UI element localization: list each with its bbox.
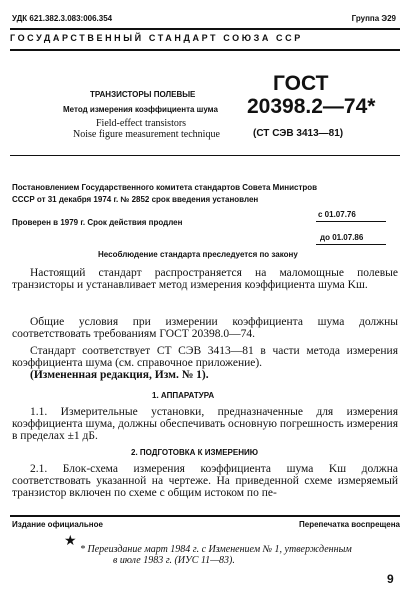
group-code: Группа Э29 xyxy=(351,14,396,23)
sev-standard: (СТ СЭВ 3413—81) xyxy=(253,128,344,139)
standard-number: 20398.2—74* xyxy=(247,95,376,118)
state-standard-banner: ГОСУДАРСТВЕННЫЙ СТАНДАРТ СОЮЗА ССР xyxy=(10,33,303,43)
reprint-forbidden: Перепечатка воспрещена xyxy=(299,520,400,529)
standard-word: ГОСТ xyxy=(273,72,329,95)
paragraph-1-1: 1.1. Измерительные установки, предназначенные для измерения коэффициента шума, должны обеспечивать основную погрешность измерения в пределах ±1 дБ. xyxy=(12,406,398,443)
paragraph-2-1: 2.1. Блок-схема измерения коэффициента шума Kш должна соответствовать указанной на чертеже. На приведенной схеме измеряемый транзистор включен по схеме с общим истоком по пе- xyxy=(12,463,398,500)
udc-code: УДК 621.382.3.083:006.354 xyxy=(12,14,113,23)
section-rule xyxy=(10,155,400,156)
footer-rule xyxy=(10,515,400,517)
date-introduction-underline xyxy=(316,221,386,222)
paragraph-scope: Настоящий стандарт распространяется на маломощные полевые транзисторы и устанавливает метод измерения коэффициента шума Kш. xyxy=(12,267,398,292)
page-number: 9 xyxy=(387,572,394,586)
date-introduction: с 01.07.76 xyxy=(318,210,356,219)
reprint-note-line-2: в июле 1983 г. (ИУС 11—83). xyxy=(113,555,235,566)
star-icon: ★ xyxy=(64,534,77,549)
banner-rule xyxy=(10,49,400,51)
prohibition-note: Несоблюдение стандарта преследуется по закону xyxy=(98,250,298,259)
decree-line-1: Постановлением Государственного комитета стандартов Совета Министров xyxy=(12,183,318,192)
date-until-underline xyxy=(316,244,386,245)
title-en: Field-effect transistors xyxy=(96,118,187,129)
reprint-note-line-1: * Переиздание март 1984 г. с Изменением № 1, утвержденным xyxy=(80,544,352,555)
paragraph-sev-correspondence: Стандарт соответствует СТ СЭВ 3413—81 в части метода измерения коэффициента шума (см. справочное приложение). xyxy=(12,345,398,370)
top-rule xyxy=(10,28,400,30)
paragraph-general-conditions: Общие условия при измерении коэффициента шума должны соответствовать требованиям ГОСТ 20398.0—74. xyxy=(12,316,398,341)
section-heading-equipment: 1. АППАРАТУРА xyxy=(152,391,215,400)
section-heading-preparation: 2. ПОДГОТОВКА К ИЗМЕРЕНИЮ xyxy=(131,448,258,457)
title-ru: ТРАНЗИСТОРЫ ПОЛЕВЫЕ xyxy=(90,90,196,99)
decree-line-2: СССР от 31 декабря 1974 г. № 2852 срок введения установлен xyxy=(12,195,259,204)
subtitle-en: Noise figure measurement technique xyxy=(73,129,220,140)
official-edition: Издание официальное xyxy=(12,520,103,529)
date-until: до 01.07.86 xyxy=(320,233,364,242)
subtitle-ru: Метод измерения коэффициента шума xyxy=(63,105,218,114)
extension-note: Проверен в 1979 г. Срок действия продлен xyxy=(12,218,183,227)
amendment-note: (Измененная редакция, Изм. № 1). xyxy=(30,369,209,381)
